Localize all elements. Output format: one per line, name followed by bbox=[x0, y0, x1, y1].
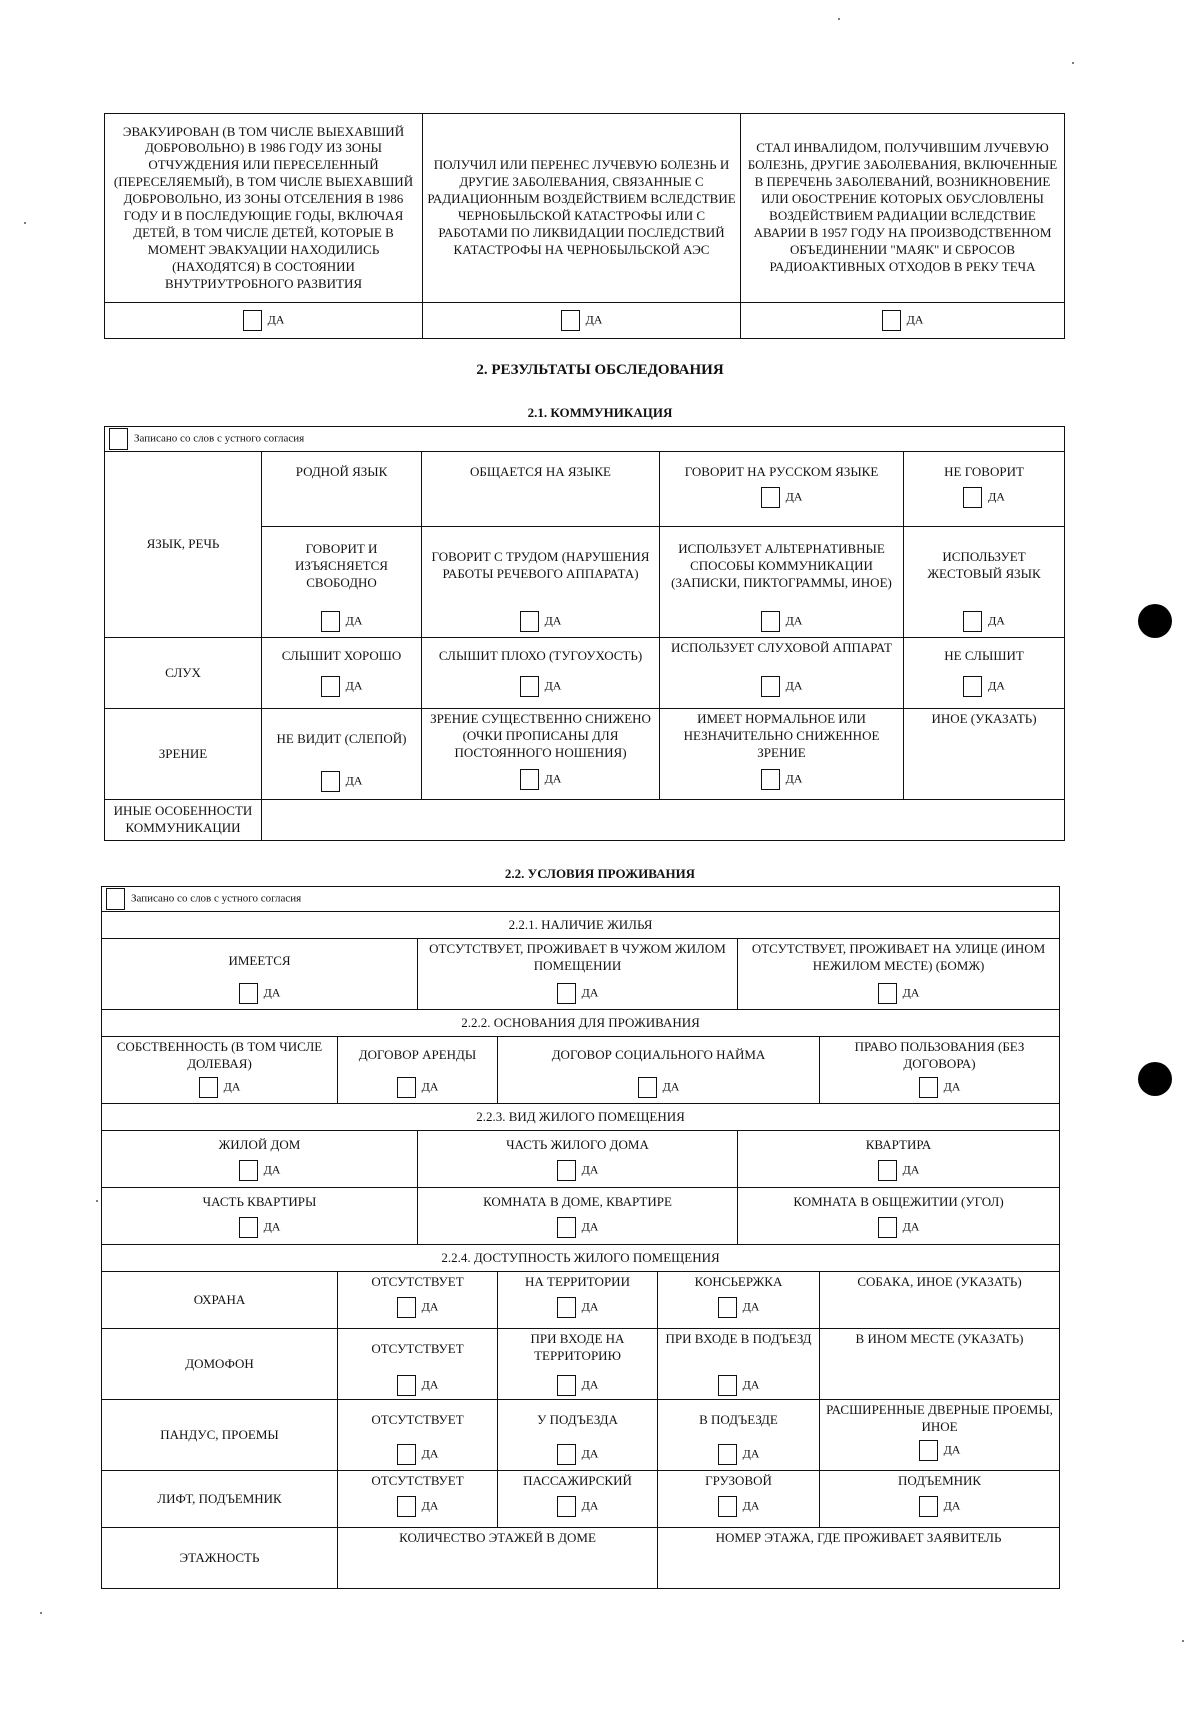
hearing-aid-checkbox[interactable] bbox=[761, 676, 780, 697]
yes-label: ДА bbox=[421, 1079, 439, 1094]
floor-count-field[interactable] bbox=[338, 1528, 658, 1589]
guard-other-label: СОБАКА, ИНОЕ (УКАЗАТЬ) bbox=[857, 1274, 1022, 1289]
communicates-in-language-cell bbox=[422, 452, 660, 527]
guard-absent-checkbox[interactable] bbox=[397, 1297, 416, 1318]
yes-label: ДА bbox=[902, 1162, 920, 1177]
scan-speck bbox=[40, 1612, 42, 1614]
yes-label: ДА bbox=[943, 1442, 961, 1457]
grounds-subtitle: 2.2.2. ОСНОВАНИЯ ДЛЯ ПРОЖИВАНИЯ bbox=[102, 1010, 1060, 1037]
status-cell-evacuated bbox=[105, 114, 423, 303]
yes-label: ДА bbox=[581, 1219, 599, 1234]
housing-exists-cell bbox=[102, 939, 418, 1010]
lift-absent-cell bbox=[338, 1471, 498, 1528]
radiation-illness-checkbox[interactable] bbox=[561, 310, 580, 331]
speaks-russian-checkbox[interactable] bbox=[761, 487, 780, 508]
speaks-freely-label: ГОВОРИТ И ИЗЪЯСНЯЕТСЯ СВОБОДНО bbox=[295, 541, 388, 590]
part-of-house-label: ЧАСТЬ ЖИЛОГО ДОМА bbox=[506, 1137, 649, 1152]
housing-subtitle: 2.2.1. НАЛИЧИЕ ЖИЛЬЯ bbox=[102, 912, 1060, 939]
lift-freight-cell bbox=[658, 1471, 820, 1528]
yes-label: ДА bbox=[988, 678, 1005, 693]
scan-speck bbox=[96, 1200, 98, 1202]
guard-absent-label: ОТСУТСТВУЕТ bbox=[371, 1274, 464, 1289]
section-2-title: 2. РЕЗУЛЬТАТЫ ОБСЛЕДОВАНИЯ bbox=[476, 362, 724, 378]
wide-doorways-checkbox[interactable] bbox=[919, 1440, 938, 1461]
guard-territory-label: НА ТЕРРИТОРИИ bbox=[525, 1274, 630, 1289]
guard-territory-cell bbox=[498, 1272, 658, 1329]
guard-concierge-label: КОНСЬЕРЖКА bbox=[694, 1274, 783, 1289]
vision-reduced-label: ЗРЕНИЕ СУЩЕСТВЕННО СНИЖЕНО (ОЧКИ ПРОПИСАНЫ ДЛЯ ПОСТОЯННОГО НОШЕНИЯ) bbox=[430, 711, 651, 760]
intercom-territory-label: ПРИ ВХОДЕ НА ТЕРРИТОРИЮ bbox=[530, 1331, 625, 1363]
guard-territory-checkbox[interactable] bbox=[557, 1297, 576, 1318]
intercom-territory-cell bbox=[498, 1329, 658, 1400]
yes-label: ДА bbox=[988, 489, 1005, 504]
hearing-aid-cell bbox=[660, 638, 904, 709]
dormitory-room-cell bbox=[738, 1188, 1060, 1245]
guard-label: ОХРАНА bbox=[193, 1291, 246, 1307]
lease-label: ДОГОВОР АРЕНДЫ bbox=[358, 1047, 477, 1062]
residential-house-cell bbox=[102, 1131, 418, 1188]
living-consent-row bbox=[102, 887, 1060, 912]
native-language-cell bbox=[262, 452, 422, 527]
yes-label: ДА bbox=[785, 678, 803, 693]
yes-label: ДА bbox=[581, 1446, 599, 1461]
apartment-checkbox[interactable] bbox=[878, 1160, 897, 1181]
yes-label: ДА bbox=[345, 678, 363, 693]
scan-speck bbox=[1072, 62, 1074, 64]
housing-other-dwelling-label: ОТСУТСТВУЕТ, ПРОЖИВАЕТ В ЧУЖОМ ЖИЛОМ ПОМЕЩЕНИИ bbox=[429, 941, 726, 973]
lift-label-cell bbox=[102, 1471, 338, 1528]
native-language-label: РОДНОЙ ЯЗЫК bbox=[295, 464, 388, 479]
yes-label: ДА bbox=[943, 1498, 961, 1513]
vision-label-cell bbox=[105, 709, 262, 800]
intercom-entrance-checkbox[interactable] bbox=[718, 1375, 737, 1396]
other-communication-label: ИНЫЕ ОСОБЕННОСТИ КОММУНИКАЦИИ bbox=[113, 803, 253, 835]
intercom-label: ДОМОФОН bbox=[185, 1355, 254, 1371]
lift-absent-checkbox[interactable] bbox=[397, 1496, 416, 1517]
right-of-use-checkbox[interactable] bbox=[919, 1077, 938, 1098]
platform-lift-cell bbox=[820, 1471, 1060, 1528]
dormitory-room-label: КОМНАТА В ОБЩЕЖИТИИ (УГОЛ) bbox=[793, 1194, 1004, 1209]
ramp-label: ПАНДУС, ПРОЕМЫ bbox=[160, 1426, 279, 1442]
housing-homeless-label: ОТСУТСТВУЕТ, ПРОЖИВАЕТ НА УЛИЦЕ (ИНОМ НЕЖИЛОМ МЕСТЕ) (БОМЖ) bbox=[751, 941, 1046, 973]
housing-exists-label: ИМЕЕТСЯ bbox=[228, 953, 291, 968]
intercom-absent-label: ОТСУТСТВУЕТ bbox=[371, 1341, 464, 1356]
alternative-communication-cell bbox=[660, 527, 904, 638]
floors-label: ЭТАЖНОСТЬ bbox=[179, 1549, 260, 1565]
lift-passenger-cell bbox=[498, 1471, 658, 1528]
vision-normal-checkbox[interactable] bbox=[761, 769, 780, 790]
status-cell-radiation-check bbox=[423, 303, 741, 339]
room-in-house-label: КОМНАТА В ДОМЕ, КВАРТИРЕ bbox=[483, 1194, 672, 1209]
lift-passenger-label: ПАССАЖИРСКИЙ bbox=[523, 1473, 632, 1488]
does-not-speak-cell bbox=[904, 452, 1065, 527]
speaks-with-difficulty-label: ГОВОРИТ С ТРУДОМ (НАРУШЕНИЯ РАБОТЫ РЕЧЕВОГО АППАРАТА) bbox=[431, 549, 650, 581]
apartment-cell bbox=[738, 1131, 1060, 1188]
yes-label: ДА bbox=[742, 1299, 760, 1314]
hears-well-label: СЛЫШИТ ХОРОШО bbox=[281, 648, 402, 663]
social-lease-label: ДОГОВОР СОЦИАЛЬНОГО НАЙМА bbox=[551, 1047, 766, 1062]
yes-label: ДА bbox=[544, 771, 562, 786]
dormitory-room-checkbox[interactable] bbox=[878, 1217, 897, 1238]
yes-label: ДА bbox=[988, 613, 1005, 628]
guard-concierge-cell bbox=[658, 1272, 820, 1329]
intercom-absent-checkbox[interactable] bbox=[397, 1375, 416, 1396]
hears-poorly-label: СЛЫШИТ ПЛОХО (ТУГОУХОСТЬ) bbox=[438, 648, 643, 663]
social-lease-cell bbox=[498, 1037, 820, 1104]
yes-label: ДА bbox=[585, 312, 603, 327]
housing-homeless-checkbox[interactable] bbox=[878, 983, 897, 1004]
living-conditions-title: 2.2. УСЛОВИЯ ПРОЖИВАНИЯ bbox=[504, 866, 696, 881]
alternative-communication-label: ИСПОЛЬЗУЕТ АЛЬТЕРНАТИВНЫЕ СПОСОБЫ КОММУНИКАЦИИ (ЗАПИСКИ, ПИКТОГРАММЫ, ИНОЕ) bbox=[671, 541, 892, 590]
yes-label: ДА bbox=[581, 1498, 599, 1513]
blind-label: НЕ ВИДИТ (СЛЕПОЙ) bbox=[276, 731, 407, 746]
speaks-with-difficulty-checkbox[interactable] bbox=[520, 611, 539, 632]
intercom-label-cell bbox=[102, 1329, 338, 1400]
yes-label: ДА bbox=[263, 1162, 281, 1177]
guard-label-cell bbox=[102, 1272, 338, 1329]
yes-label: ДА bbox=[421, 1446, 439, 1461]
lease-cell bbox=[338, 1037, 498, 1104]
intercom-absent-cell bbox=[338, 1329, 498, 1400]
other-communication-field[interactable] bbox=[262, 800, 1065, 841]
status-cell-evacuated-check bbox=[105, 303, 423, 339]
guard-other-cell[interactable] bbox=[820, 1272, 1060, 1329]
communication-consent-text: Записано со слов с устного согласия bbox=[134, 432, 305, 445]
room-in-house-cell bbox=[418, 1188, 738, 1245]
status-evacuated-text: ЭВАКУИРОВАН (В ТОМ ЧИСЛЕ ВЫЕХАВШИЙ ДОБРОВОЛЬНО) В 1986 ГОДУ ИЗ ЗОНЫ ОТЧУЖДЕНИЯ ИЛИ ПЕРЕСЕЛЕННЫЙ (ПЕРЕСЕЛЯЕМЫЙ), В ТОМ ЧИСЛЕ ВЫЕХАВШИЙ ДОБРОВОЛЬНО, ИЗ ЗОНЫ ОТСЕЛЕНИЯ В 1986 ГОДУ И В ПОСЛЕДУЮЩИЕ ГОДЫ, ВКЛЮЧАЯ ДЕТЕЙ, В ТОМ ЧИСЛЕ ДЕТЕЙ, КОТОРЫЕ В МОМЕНТ ЭВАКУАЦИИ НАХОДИЛИСЬ (НАХОДЯТСЯ) В СОСТОЯНИИ ВНУТРИУТРОБНОГО РАЗВИТИЯ bbox=[113, 123, 414, 291]
yes-label: ДА bbox=[223, 1079, 241, 1094]
speaks-freely-cell bbox=[262, 527, 422, 638]
speech-label-cell bbox=[105, 452, 262, 638]
yes-label: ДА bbox=[662, 1079, 680, 1094]
scan-speck bbox=[838, 18, 840, 20]
punch-hole-mark bbox=[1138, 1062, 1172, 1096]
deaf-cell bbox=[904, 638, 1065, 709]
evacuated-checkbox[interactable] bbox=[243, 310, 262, 331]
floor-count-label: КОЛИЧЕСТВО ЭТАЖЕЙ В ДОМЕ bbox=[399, 1530, 596, 1545]
alternative-communication-checkbox[interactable] bbox=[761, 611, 780, 632]
intercom-entrance-cell bbox=[658, 1329, 820, 1400]
living-conditions-table bbox=[101, 886, 1060, 1589]
deaf-label: НЕ СЛЫШИТ bbox=[944, 648, 1024, 663]
does-not-speak-checkbox[interactable] bbox=[963, 487, 982, 508]
applicant-floor-label: НОМЕР ЭТАЖА, ГДЕ ПРОЖИВАЕТ ЗАЯВИТЕЛЬ bbox=[715, 1530, 1002, 1545]
communication-consent-row bbox=[105, 427, 1065, 452]
intercom-other-cell[interactable] bbox=[820, 1329, 1060, 1400]
vision-other-cell[interactable] bbox=[904, 709, 1065, 800]
yes-label: ДА bbox=[742, 1498, 760, 1513]
ramp-entrance-outside-checkbox[interactable] bbox=[557, 1444, 576, 1465]
chernobyl-status-table bbox=[104, 113, 1065, 339]
yes-label: ДА bbox=[345, 613, 363, 628]
hears-well-checkbox[interactable] bbox=[321, 676, 340, 697]
platform-lift-checkbox[interactable] bbox=[919, 1496, 938, 1517]
blind-checkbox[interactable] bbox=[321, 771, 340, 792]
punch-hole-mark bbox=[1138, 604, 1172, 638]
ramp-absent-label: ОТСУТСТВУЕТ bbox=[371, 1412, 464, 1427]
part-of-apartment-label: ЧАСТЬ КВАРТИРЫ bbox=[202, 1194, 317, 1209]
communicates-in-language-label: ОБЩАЕТСЯ НА ЯЗЫКЕ bbox=[470, 464, 611, 479]
yes-label: ДА bbox=[267, 312, 285, 327]
yes-label: ДА bbox=[785, 613, 803, 628]
housing-other-dwelling-checkbox[interactable] bbox=[557, 983, 576, 1004]
yes-label: ДА bbox=[581, 1162, 599, 1177]
lift-passenger-checkbox[interactable] bbox=[557, 1496, 576, 1517]
status-cell-radiation-illness bbox=[423, 114, 741, 303]
ramp-in-entrance-label: В ПОДЪЕЗДЕ bbox=[699, 1412, 778, 1427]
housing-other-dwelling-cell bbox=[418, 939, 738, 1010]
vision-reduced-checkbox[interactable] bbox=[520, 769, 539, 790]
does-not-speak-label: НЕ ГОВОРИТ bbox=[944, 464, 1024, 479]
intercom-territory-checkbox[interactable] bbox=[557, 1375, 576, 1396]
vision-label: ЗРЕНИЕ bbox=[158, 745, 208, 761]
right-of-use-label: ПРАВО ПОЛЬЗОВАНИЯ (БЕЗ ДОГОВОРА) bbox=[854, 1039, 1025, 1071]
speech-label: ЯЗЫК, РЕЧЬ bbox=[146, 536, 220, 552]
yes-label: ДА bbox=[902, 1219, 920, 1234]
ramp-label-cell bbox=[102, 1400, 338, 1471]
ownership-checkbox[interactable] bbox=[199, 1077, 218, 1098]
ramp-absent-cell bbox=[338, 1400, 498, 1471]
vision-reduced-cell bbox=[422, 709, 660, 800]
hearing-label: СЛУХ bbox=[165, 664, 201, 680]
ownership-label: СОБСТВЕННОСТЬ (В ТОМ ЧИСЛЕ ДОЛЕВАЯ) bbox=[116, 1039, 323, 1071]
hearing-label-cell bbox=[105, 638, 262, 709]
sign-language-label: ИСПОЛЬЗУЕТ ЖЕСТОВЫЙ ЯЗЫК bbox=[927, 549, 1041, 581]
housing-exists-checkbox[interactable] bbox=[239, 983, 258, 1004]
yes-label: ДА bbox=[742, 1446, 760, 1461]
lift-freight-label: ГРУЗОВОЙ bbox=[705, 1473, 772, 1488]
sign-language-cell bbox=[904, 527, 1065, 638]
lease-checkbox[interactable] bbox=[397, 1077, 416, 1098]
yes-label: ДА bbox=[544, 613, 562, 628]
scan-speck bbox=[24, 222, 26, 224]
floors-label-cell bbox=[102, 1528, 338, 1589]
residential-house-label: ЖИЛОЙ ДОМ bbox=[218, 1137, 301, 1152]
other-communication-label-cell bbox=[105, 800, 262, 841]
guard-concierge-checkbox[interactable] bbox=[718, 1297, 737, 1318]
yes-label: ДА bbox=[263, 1219, 281, 1234]
vision-normal-cell bbox=[660, 709, 904, 800]
ramp-entrance-outside-cell bbox=[498, 1400, 658, 1471]
communication-consent-checkbox[interactable] bbox=[109, 428, 128, 450]
speaks-russian-cell bbox=[660, 452, 904, 527]
speaks-freely-checkbox[interactable] bbox=[321, 611, 340, 632]
yes-label: ДА bbox=[421, 1498, 439, 1513]
accessibility-subtitle: 2.2.4. ДОСТУПНОСТЬ ЖИЛОГО ПОМЕЩЕНИЯ bbox=[102, 1245, 1060, 1272]
lift-freight-checkbox[interactable] bbox=[718, 1496, 737, 1517]
living-consent-text: Записано со слов с устного согласия bbox=[131, 892, 302, 905]
dwelling-type-subtitle: 2.2.3. ВИД ЖИЛОГО ПОМЕЩЕНИЯ bbox=[102, 1104, 1060, 1131]
yes-label: ДА bbox=[943, 1079, 961, 1094]
yes-label: ДА bbox=[544, 678, 562, 693]
communication-title: 2.1. КОММУНИКАЦИЯ bbox=[527, 405, 673, 420]
yes-label: ДА bbox=[581, 985, 599, 1000]
hears-poorly-checkbox[interactable] bbox=[520, 676, 539, 697]
lift-label: ЛИФТ, ПОДЪЕМНИК bbox=[157, 1490, 282, 1506]
guard-absent-cell bbox=[338, 1272, 498, 1329]
mayak-disabled-checkbox[interactable] bbox=[882, 310, 901, 331]
yes-label: ДА bbox=[581, 1377, 599, 1392]
ramp-absent-checkbox[interactable] bbox=[397, 1444, 416, 1465]
part-of-house-cell bbox=[418, 1131, 738, 1188]
part-of-apartment-cell bbox=[102, 1188, 418, 1245]
communication-table bbox=[104, 426, 1065, 841]
right-of-use-cell bbox=[820, 1037, 1060, 1104]
vision-normal-label: ИМЕЕТ НОРМАЛЬНОЕ ИЛИ НЕЗНАЧИТЕЛЬНО СНИЖЕННОЕ ЗРЕНИЕ bbox=[683, 711, 880, 760]
social-lease-checkbox[interactable] bbox=[638, 1077, 657, 1098]
intercom-other-label: В ИНОМ МЕСТЕ (УКАЗАТЬ) bbox=[855, 1331, 1024, 1346]
speaks-russian-label: ГОВОРИТ НА РУССКОМ ЯЗЫКЕ bbox=[684, 464, 879, 479]
lift-absent-label: ОТСУТСТВУЕТ bbox=[371, 1473, 464, 1488]
status-cell-mayak-disabled bbox=[741, 114, 1065, 303]
yes-label: ДА bbox=[421, 1377, 439, 1392]
residential-house-checkbox[interactable] bbox=[239, 1160, 258, 1181]
scan-speck bbox=[1182, 1640, 1184, 1642]
intercom-entrance-label: ПРИ ВХОДЕ В ПОДЪЕЗД bbox=[665, 1331, 812, 1346]
room-in-house-checkbox[interactable] bbox=[557, 1217, 576, 1238]
ownership-cell bbox=[102, 1037, 338, 1104]
yes-label: ДА bbox=[581, 1299, 599, 1314]
wide-doorways-cell bbox=[820, 1400, 1060, 1471]
sign-language-checkbox[interactable] bbox=[963, 611, 982, 632]
yes-label: ДА bbox=[785, 771, 803, 786]
ramp-in-entrance-checkbox[interactable] bbox=[718, 1444, 737, 1465]
ramp-entrance-outside-label: У ПОДЪЕЗДА bbox=[537, 1412, 618, 1427]
yes-label: ДА bbox=[421, 1299, 439, 1314]
blind-cell bbox=[262, 709, 422, 800]
part-of-apartment-checkbox[interactable] bbox=[239, 1217, 258, 1238]
status-radiation-illness-text: ПОЛУЧИЛ ИЛИ ПЕРЕНЕС ЛУЧЕВУЮ БОЛЕЗНЬ И ДРУГИЕ ЗАБОЛЕВАНИЯ, СВЯЗАННЫЕ С РАДИАЦИОННЫМ ВОЗДЕЙСТВИЕМ ВСЛЕДСТВИЕ ЧЕРНОБЫЛЬСКОЙ КАТАСТРОФЫ ИЛИ С РАБОТАМИ ПО ЛИКВИДАЦИИ ПОСЛЕДСТВИЙ КАТАСТРОФЫ НА ЧЕРНОБЫЛЬСКОЙ АЭС bbox=[427, 157, 736, 257]
hearing-aid-label: ИСПОЛЬЗУЕТ СЛУХОВОЙ АППАРАТ bbox=[671, 640, 892, 655]
wide-doorways-label: РАСШИРЕННЫЕ ДВЕРНЫЕ ПРОЕМЫ, ИНОЕ bbox=[826, 1402, 1053, 1434]
yes-label: ДА bbox=[906, 312, 924, 327]
applicant-floor-field[interactable] bbox=[658, 1528, 1060, 1589]
platform-lift-label: ПОДЪЕМНИК bbox=[897, 1473, 982, 1488]
part-of-house-checkbox[interactable] bbox=[557, 1160, 576, 1181]
yes-label: ДА bbox=[785, 489, 803, 504]
status-cell-mayak-check bbox=[741, 303, 1065, 339]
speaks-with-difficulty-cell bbox=[422, 527, 660, 638]
housing-homeless-cell bbox=[738, 939, 1060, 1010]
yes-label: ДА bbox=[263, 985, 281, 1000]
living-consent-checkbox[interactable] bbox=[106, 888, 125, 910]
hears-poorly-cell bbox=[422, 638, 660, 709]
yes-label: ДА bbox=[742, 1377, 760, 1392]
yes-label: ДА bbox=[345, 773, 363, 788]
status-mayak-text: СТАЛ ИНВАЛИДОМ, ПОЛУЧИВШИМ ЛУЧЕВУЮ БОЛЕЗНЬ, ДРУГИЕ ЗАБОЛЕВАНИЯ, ВКЛЮЧЕННЫЕ В ПЕРЕЧЕНЬ ЗАБОЛЕВАНИЙ, ВОЗНИКНОВЕНИЕ ИЛИ ОБОСТРЕНИЕ КОТОРЫХ ОБУСЛОВЛЕНЫ ВОЗДЕЙСТВИЕМ РАДИАЦИИ ВСЛЕДСТВИЕ АВАРИИ В 1957 ГОДУ НА ПРОИЗВОДСТВЕННОМ ОБЪЕДИНЕНИИ "МАЯК" И СБРОСОВ РАДИОАКТИВНЫХ ОТХОДОВ В РЕКУ ТЕЧА bbox=[747, 140, 1058, 274]
yes-label: ДА bbox=[902, 985, 920, 1000]
ramp-in-entrance-cell bbox=[658, 1400, 820, 1471]
deaf-checkbox[interactable] bbox=[963, 676, 982, 697]
apartment-label: КВАРТИРА bbox=[865, 1137, 932, 1152]
hears-well-cell bbox=[262, 638, 422, 709]
vision-other-label: ИНОЕ (УКАЗАТЬ) bbox=[931, 711, 1037, 726]
